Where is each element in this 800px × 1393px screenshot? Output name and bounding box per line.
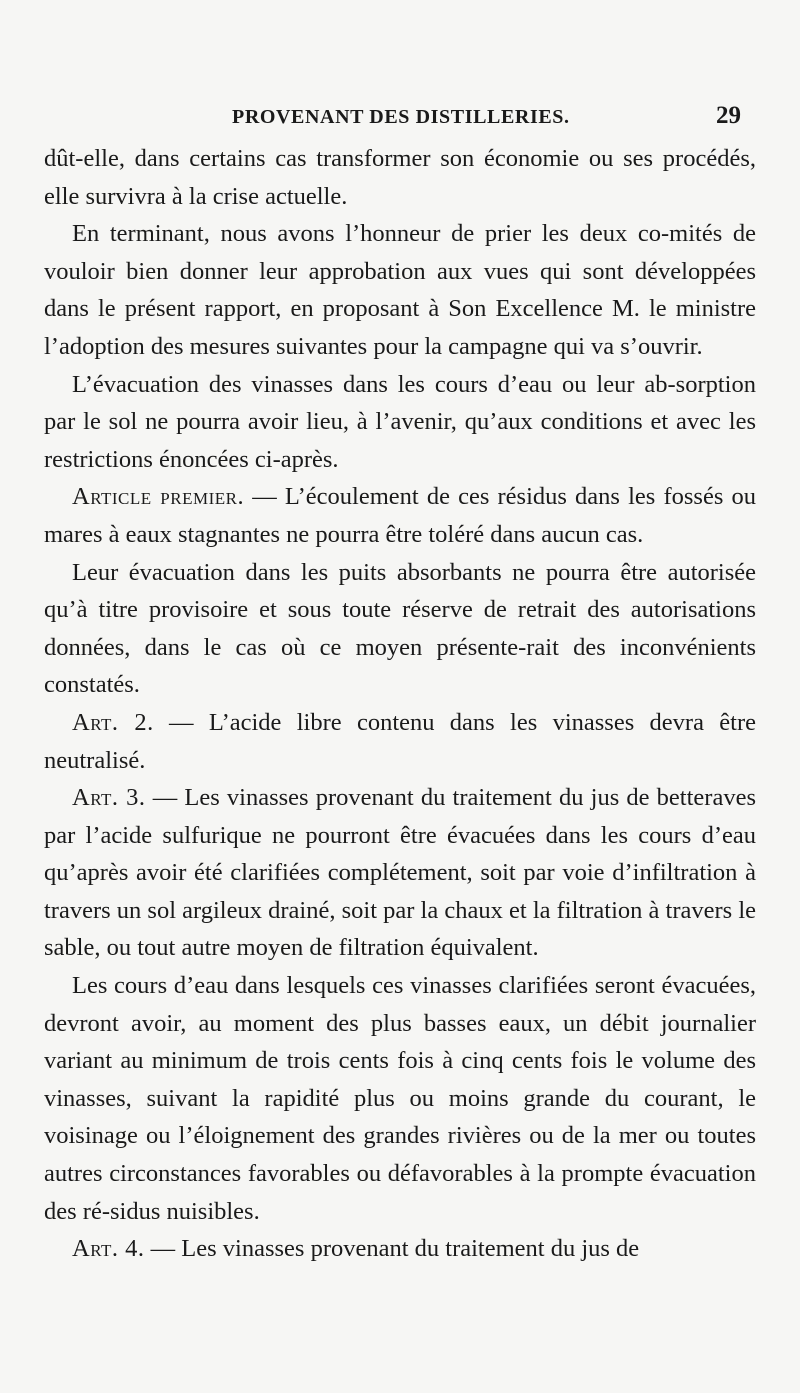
paragraph: [44, 967, 756, 1230]
running-header: [0, 102, 800, 136]
paragraph-text: — Les vinasses provenant du traitement du jus de betteraves par l’acide sulfurique ne pourront être évacuées dans les cours d’eau qu’après avoir été clarifiées complétement, soit par voie d’infiltration à travers un sol argileux drainé, soit par la chaux et la filtration à travers le sable, ou tout autre moyen de filtration équivalent.: [44, 784, 756, 962]
paragraph-text: — L’écoulement de ces résidus dans les fossés ou mares à eaux stagnantes ne pourra être toléré dans aucun cas.: [44, 483, 756, 548]
article-paragraph: [44, 779, 756, 967]
paragraph: [44, 554, 756, 704]
paragraph: [44, 140, 756, 215]
article-paragraph: [44, 704, 756, 779]
article-label: Art. 2.: [72, 708, 154, 736]
paragraph-text: L’évacuation des vinasses dans les cours d’eau ou leur ab-sorption par le sol ne pourra avoir lieu, à l’avenir, qu’aux conditions et avec les restrictions énoncées ci-après.: [44, 370, 756, 473]
page-number: 29: [716, 102, 741, 129]
paragraph: [44, 366, 756, 479]
paragraph-text: Leur évacuation dans les puits absorbants ne pourra être autorisée qu’à titre provisoire et sous toute réserve de retrait des autorisations données, dans le cas où ce moyen présente-rait des inconvénients constatés.: [44, 558, 756, 699]
article-label: Art. 4.: [72, 1235, 145, 1263]
article-label: Article premier.: [72, 483, 245, 511]
paragraph-text: Les cours d’eau dans lesquels ces vinasses clarifiées seront évacuées, devront avoir, au moment des plus basses eaux, un débit journalier variant au minimum de trois cents fois à cinq cents fois le volume des vinasses, suivant la rapidité plus ou moins grande du courant, le voisinage ou l’éloignement des grandes rivières ou de la mer ou toutes autres circonstances favorables ou défavorables à la prompte évacuation des ré-sidus nuisibles.: [44, 972, 756, 1225]
article-paragraph: [44, 1230, 756, 1268]
paragraph: [44, 215, 756, 365]
article-paragraph: [44, 478, 756, 553]
paragraph-text: dût-elle, dans certains cas transformer son économie ou ses procédés, elle survivra à la crise actuelle.: [44, 145, 756, 210]
running-title: PROVENANT DES DISTILLERIES.: [232, 106, 570, 128]
paragraph-text: En terminant, nous avons l’honneur de prier les deux co-mités de vouloir bien donner leur approbation aux vues qui sont développées dans le présent rapport, en proposant à Son Excellence M. le ministre l’adoption des mesures suivantes pour la campagne qui va s’ouvrir.: [44, 220, 756, 360]
body-text: [44, 140, 756, 1268]
article-label: Art. 3.: [72, 784, 146, 812]
paragraph-text: — Les vinasses provenant du traitement du jus de: [144, 1235, 640, 1263]
paragraph-text: — L’acide libre contenu dans les vinasses devra être neutralisé.: [44, 708, 756, 774]
